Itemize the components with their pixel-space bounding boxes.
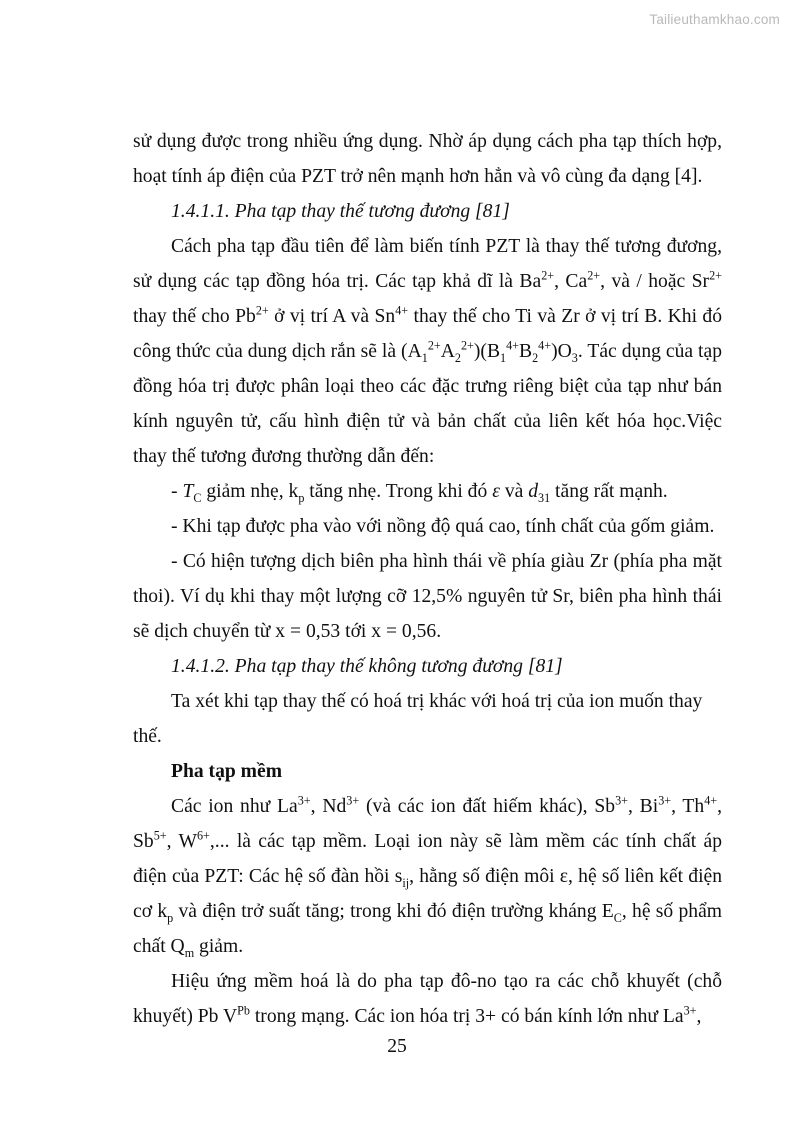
document-body [133, 124, 722, 1034]
watermark-text: Tailieuthamkhao.com [649, 12, 780, 27]
bullet-1-sub-31: 31 [538, 490, 551, 505]
p1-seg-e: ở vị trí A và Sn [268, 306, 396, 327]
p1-seg-a: Cách pha tạp đầu tiên để làm biến tính PZT là thay thế tương đương, sử dụng các tạp đồng hóa trị. Các tạp khả dĩ là Ba [133, 236, 722, 292]
paragraph-nonequivalent-intro [133, 684, 722, 754]
bullet-1-sub-c: C [193, 490, 202, 505]
p1-sup-4: 2+ [255, 303, 269, 318]
p4-seg-c: , [696, 1006, 702, 1027]
p1-sup-9: 4+ [538, 338, 552, 353]
p3-sub-p: p [167, 910, 174, 925]
p1-sub-2: 2 [454, 350, 461, 365]
p3-sub-c: C [613, 910, 622, 925]
p3-seg-a: Các ion như La [171, 796, 298, 817]
p1-sub-1: 1 [421, 350, 428, 365]
p1-seg-h: )(B [473, 341, 501, 362]
bullet-item-1 [133, 474, 722, 509]
p3-sup-4: 3+ [658, 793, 672, 808]
bullet-1-seg-d: tăng rất mạnh. [550, 481, 668, 502]
p3-seg-l: giảm. [194, 936, 244, 957]
p1-seg-k: . Tác dụng của tạp đồng hóa trị được phân loại theo các đặc trưng riêng biệt của tạp như bán kính nguyên tử, cấu hình điện tử và bản chất của liên kết hóa học.Việc thay thế tương đương thường dẫn đến: [133, 341, 722, 467]
bullet-3-text: - Có hiện tượng dịch biên pha hình thái về phía giàu Zr (phía pha mặt thoi). Ví dụ khi thay một lượng cỡ 12,5% nguyên tử Sr, biên pha hình thái sẽ dịch chuyển từ x = 0,53 tới x = 0,56. [133, 551, 722, 642]
p4-sup-la: 3+ [683, 1003, 697, 1018]
p1-sup-8: 4+ [506, 338, 520, 353]
bullet-1-dash: - [171, 481, 183, 502]
p3-seg-j: và điện trở suất tăng; trong khi đó điện trường kháng E [173, 901, 614, 922]
p3-sup-5: 4+ [704, 793, 718, 808]
subheading-soft-doping-text: Pha tạp mềm [171, 761, 283, 782]
p1-sub-3: 1 [500, 350, 507, 365]
p3-sup-1: 3+ [297, 793, 311, 808]
p1-seg-i: B [519, 341, 533, 362]
variable-d: d [528, 481, 539, 502]
p2-text: Ta xét khi tạp thay thế có hoá trị khác với hoá trị của ion muốn thay thế. [133, 691, 703, 747]
bullet-1-seg-c: và [499, 481, 529, 502]
p3-seg-b: , Nd [310, 796, 347, 817]
page-number: 25 [387, 1036, 407, 1057]
bullet-item-3 [133, 544, 722, 649]
p3-seg-d: , Bi [627, 796, 659, 817]
p1-sup-1: 2+ [541, 268, 555, 283]
variable-tc: T [182, 481, 194, 502]
p1-seg-b: , Ca [554, 271, 588, 292]
section-heading-1-4-1-2 [133, 649, 722, 684]
p1-seg-j: )O [551, 341, 572, 362]
p1-seg-d: thay thế cho Pb [133, 306, 256, 327]
p3-seg-f: , Sb [133, 796, 723, 852]
p1-seg-g: A [440, 341, 455, 362]
p1-seg-c: , và / hoặc Sr [600, 271, 710, 292]
p3-sup-3: 3+ [615, 793, 628, 808]
p3-sub-m: m [184, 945, 195, 960]
p1-sub-4: 2 [532, 350, 539, 365]
p4-sup-pb: Pb [237, 1003, 250, 1018]
section-heading-1-4-1-1 [133, 194, 722, 229]
p3-seg-h: ,... là các tạp mềm. Loại ion này sẽ làm mềm các tính chất áp điện của PZT: Các hệ số đàn hồi s [133, 831, 722, 887]
bullet-1-seg-a: giảm nhẹ, k [201, 481, 299, 502]
paragraph-soft-dopants [133, 789, 722, 964]
p1-seg-f: thay thế cho Ti và Zr ở vị trí B. Khi đó công thức của dung dịch rắn sẽ là (A [133, 306, 722, 362]
section-heading-1-4-1-1-text: 1.4.1.1. Pha tạp thay thế tương đương [81] [171, 201, 510, 222]
p3-seg-g: , W [166, 831, 197, 852]
p1-sup-6: 2+ [427, 338, 441, 353]
p4-seg-b: trong mạng. Các ion hóa trị 3+ có bán kính lớn như La [249, 1006, 684, 1027]
p3-seg-c: (và các ion đất hiếm khác), Sb [359, 796, 616, 817]
paragraph-continued-text: sử dụng được trong nhiều ứng dụng. Nhờ áp dụng cách pha tạp thích hợp, hoạt tính áp điện của PZT trở nên mạnh hơn hẳn và vô cùng đa dạng [4]. [133, 131, 722, 187]
bullet-2-text: - Khi tạp được pha vào với nồng độ quá cao, tính chất của gốm giảm. [171, 516, 715, 537]
p3-sup-7: 6+ [196, 828, 210, 843]
p1-sup-5: 4+ [395, 303, 409, 318]
paragraph-equivalent-doping [133, 229, 722, 474]
p3-sup-6: 5+ [153, 828, 167, 843]
bullet-1-seg-b: tăng nhẹ. Trong khi đó [304, 481, 493, 502]
paragraph-soft-effect [133, 964, 722, 1034]
bullet-1-sub-p: p [298, 490, 305, 505]
bullet-item-2 [133, 509, 722, 544]
p1-sup-2: 2+ [587, 268, 601, 283]
p1-sup-7: 2+ [460, 338, 474, 353]
p3-sup-2: 3+ [346, 793, 360, 808]
p4-seg-a: Hiệu ứng mềm hoá là do pha tạp đô-no tạo ra các chỗ khuyết (chỗ khuyết) Pb V [133, 971, 722, 1027]
paragraph-continued [133, 124, 722, 194]
subheading-soft-doping [133, 754, 722, 789]
p3-sub-ij: ij [402, 875, 410, 890]
p1-sup-3: 2+ [709, 268, 722, 283]
section-heading-1-4-1-2-text: 1.4.1.2. Pha tạp thay thế không tương đương [81] [171, 656, 563, 677]
p1-sub-5: 3 [571, 350, 578, 365]
p3-seg-k: , hệ số phẩm chất Q [133, 901, 723, 957]
variable-epsilon: ε [492, 481, 500, 502]
p3-seg-i: , hằng số điện môi ε, hệ số liên kết điện cơ k [133, 866, 723, 922]
p3-seg-e: , Th [671, 796, 705, 817]
